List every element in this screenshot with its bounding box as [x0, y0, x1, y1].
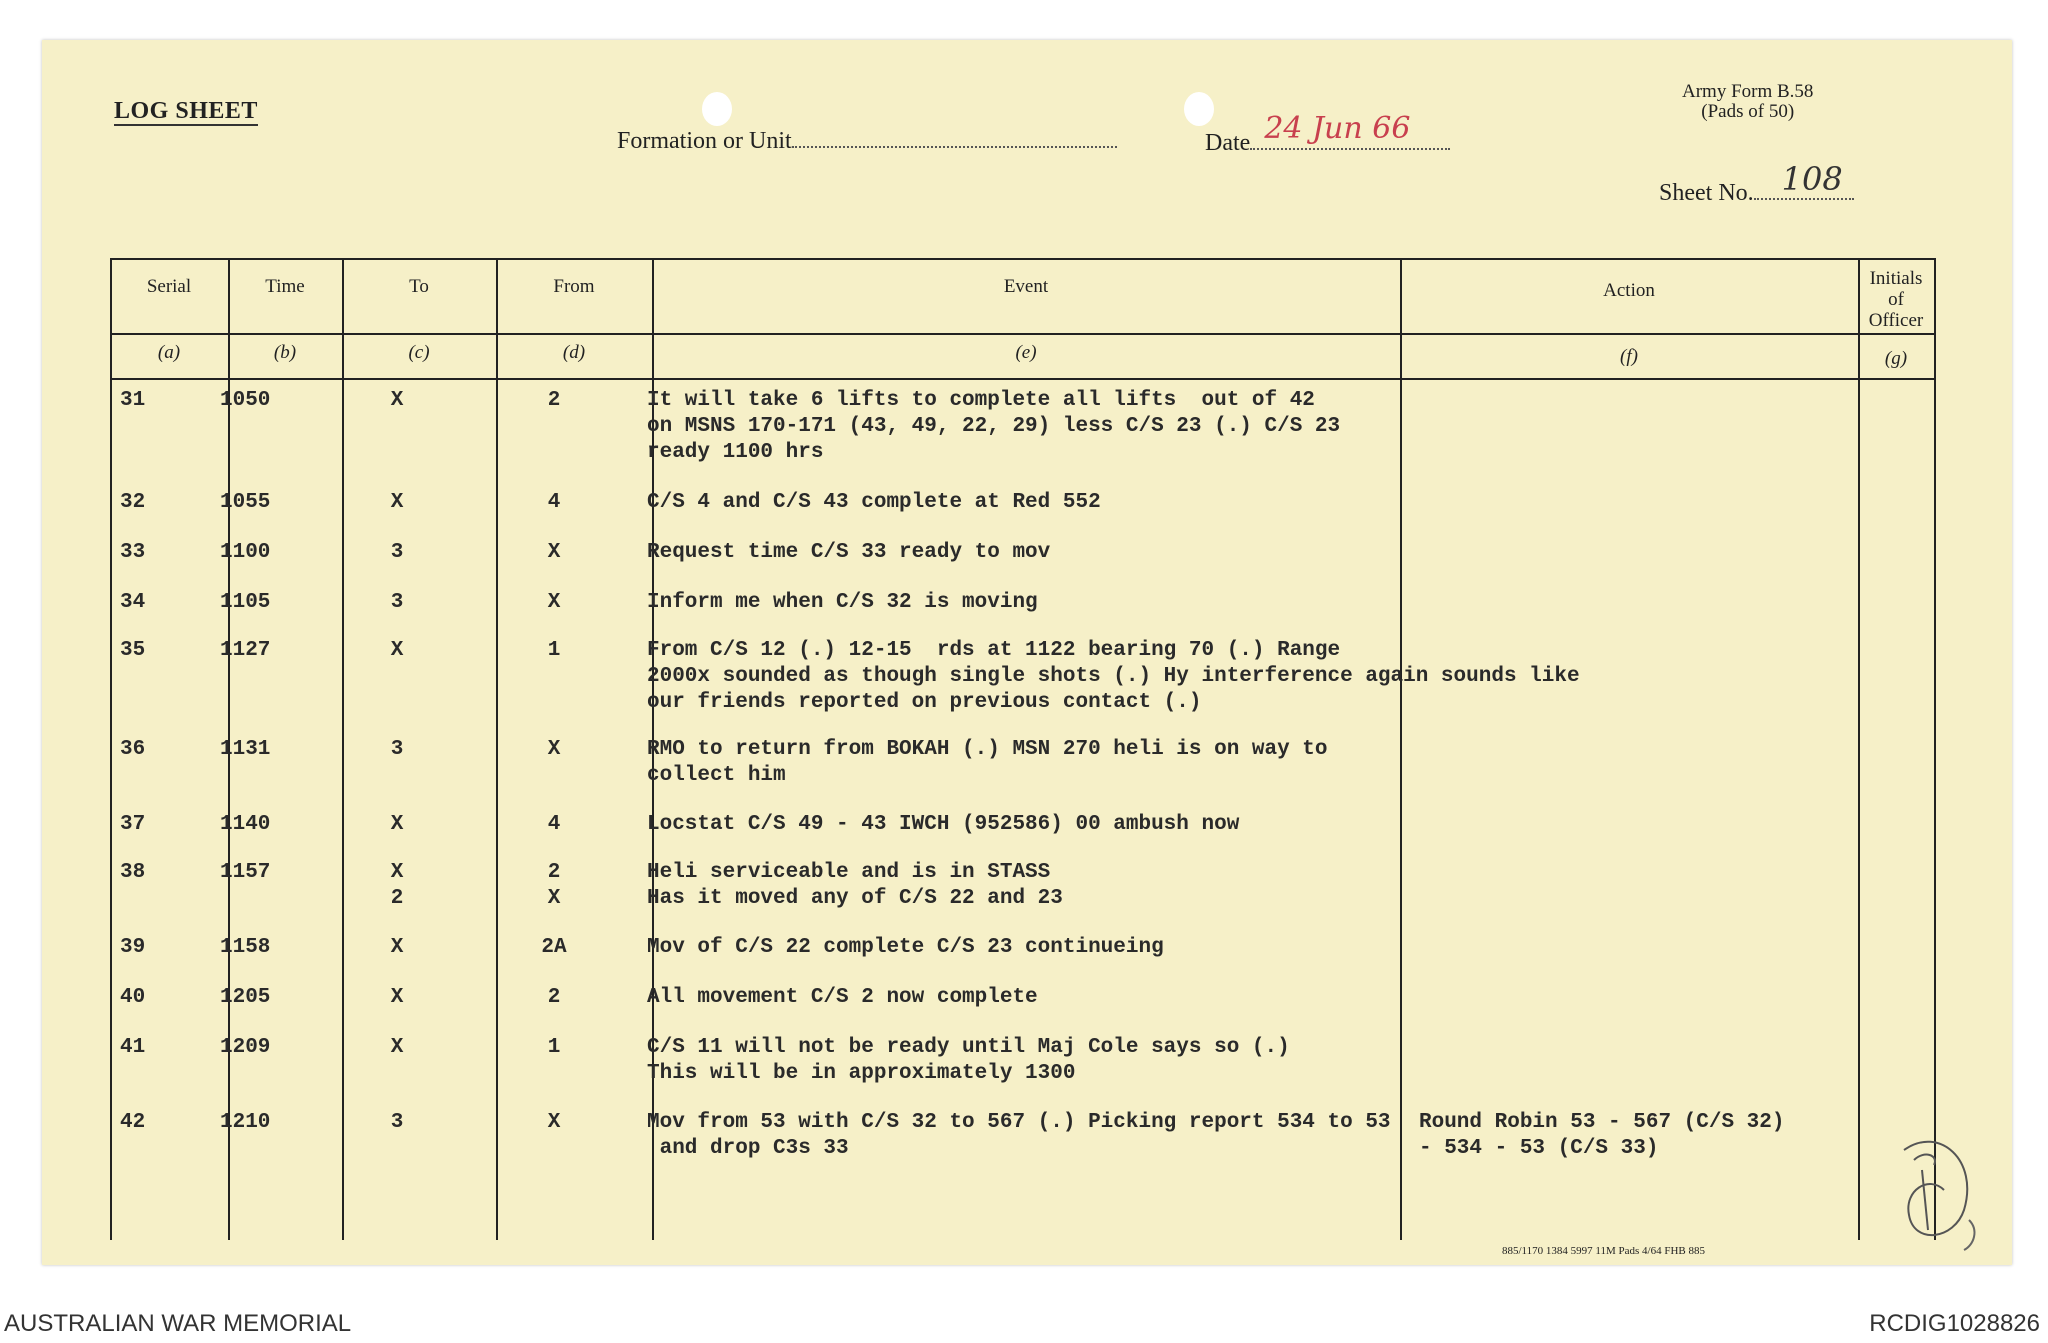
officer-initials-signature [1884, 1120, 1994, 1260]
subheader-b: (b) [273, 342, 297, 363]
footer-catalogue-id: RCDIG1028826 [1869, 1310, 2040, 1337]
cell-to: X [390, 639, 404, 662]
header-rule [110, 333, 1936, 335]
log-sheet-paper [42, 40, 2012, 1265]
cell-from: 2A [541, 936, 567, 959]
date-label: Date [1205, 130, 1251, 156]
cell-event: Mov from 53 with C/S 32 to 567 (.) Picking report 534 to 53 and drop C3s 33 [647, 1111, 1391, 1160]
form-reference-line2: (Pads of 50) [1701, 101, 1795, 122]
cell-to: X 2 [390, 861, 404, 910]
cell-event: C/S 11 will not be ready until Maj Cole says so (.) This will be in approximately 1300 [647, 1036, 1290, 1085]
cell-time: 1131 [220, 738, 271, 761]
cell-to: 3 [390, 1111, 404, 1134]
cell-serial: 40 [120, 986, 146, 1009]
cell-serial: 39 [120, 936, 146, 959]
column-rule [496, 258, 498, 1240]
cell-event: C/S 4 and C/S 43 complete at Red 552 [647, 491, 1101, 514]
punch-hole [702, 92, 732, 126]
cell-from: 2 X [547, 861, 561, 910]
cell-from: 4 [547, 491, 561, 514]
cell-time: 1157 [220, 861, 271, 884]
col-header-serial: Serial [146, 276, 192, 297]
column-rule [1934, 258, 1936, 1240]
cell-to: X [390, 491, 404, 514]
subheader-g: (g) [1884, 348, 1908, 369]
col-header-initials [1858, 268, 1934, 331]
formation-dotted-line [792, 128, 1117, 148]
cell-to: X [390, 936, 404, 959]
footer-source: AUSTRALIAN WAR MEMORIAL [4, 1310, 352, 1337]
cell-serial: 35 [120, 639, 146, 662]
col-header-event: Event [1003, 276, 1049, 297]
subheader-f: (f) [1620, 346, 1638, 367]
cell-to: X [390, 1036, 404, 1059]
col-header-to: To [409, 276, 429, 297]
date-field [1205, 111, 1450, 157]
cell-from: 1 [547, 1036, 561, 1059]
subheader-rule [110, 378, 1936, 380]
initials-line3: Officer [1868, 310, 1924, 331]
cell-time: 1105 [220, 591, 271, 614]
sheet-title: LOG SHEET [114, 98, 258, 124]
cell-from: X [547, 541, 561, 564]
col-header-from: From [553, 276, 595, 297]
cell-to: X [390, 986, 404, 1009]
cell-from: 2 [547, 986, 561, 1009]
cell-time: 1127 [220, 639, 271, 662]
cell-from: 4 [547, 813, 561, 836]
col-header-time: Time [265, 276, 305, 297]
cell-from: 1 [547, 639, 561, 662]
cell-serial: 36 [120, 738, 146, 761]
cell-time: 1055 [220, 491, 271, 514]
cell-to: 3 [390, 591, 404, 614]
cell-from: X [547, 591, 561, 614]
cell-event: All movement C/S 2 now complete [647, 986, 1038, 1009]
cell-time: 1140 [220, 813, 271, 836]
cell-event: RMO to return from BOKAH (.) MSN 270 heli is on way to collect him [647, 738, 1328, 787]
sheet-number-dotted-line [1754, 160, 1854, 200]
cell-to: 3 [390, 738, 404, 761]
cell-serial: 38 [120, 861, 146, 884]
cell-to: 3 [390, 541, 404, 564]
cell-from: X [547, 1111, 561, 1134]
date-value: 24 Jun 66 [1264, 111, 1411, 146]
subheader-e: (e) [1015, 342, 1037, 363]
date-dotted-line [1250, 111, 1450, 150]
table-top-rule [110, 258, 1936, 260]
cell-to: X [390, 389, 404, 412]
printer-code: 885/1170 1384 5997 11M Pads 4/64 FHB 885 [1502, 1245, 1706, 1257]
cell-event: Mov of C/S 22 complete C/S 23 continueing [647, 936, 1164, 959]
cell-time: 1158 [220, 936, 271, 959]
cell-serial: 42 [120, 1111, 146, 1134]
cell-serial: 37 [120, 813, 146, 836]
cell-event: Locstat C/S 49 - 43 IWCH (952586) 00 ambush now [647, 813, 1240, 836]
column-rule [342, 258, 344, 1240]
col-header-action: Action [1603, 280, 1655, 301]
column-rule [1858, 258, 1860, 1240]
sheet-number-label: Sheet No. [1659, 180, 1754, 206]
subheader-c: (c) [408, 342, 430, 363]
form-reference [1682, 82, 1813, 122]
cell-serial: 34 [120, 591, 146, 614]
cell-time: 1050 [220, 389, 271, 412]
initials-line2: of [1888, 289, 1904, 310]
cell-time: 1210 [220, 1111, 271, 1134]
sheet-number-value: 108 [1781, 160, 1843, 198]
cell-serial: 32 [120, 491, 146, 514]
cell-time: 1100 [220, 541, 271, 564]
cell-action: Round Robin 53 - 567 (C/S 32) - 534 - 53 (C/S 33) [1419, 1111, 1785, 1160]
punch-hole [1184, 92, 1214, 126]
cell-from: X [547, 738, 561, 761]
column-rule [110, 258, 112, 1240]
cell-from: 2 [547, 389, 561, 412]
subheader-a: (a) [157, 342, 181, 363]
cell-serial: 31 [120, 389, 146, 412]
cell-event: From C/S 12 (.) 12-15 rds at 1122 bearing 70 (.) Range 2000x sounded as though single shots (.) Hy interference again sounds like our friends reported on previous contact (.) [647, 639, 1580, 714]
formation-label: Formation or Unit [617, 128, 792, 154]
cell-event: Heli serviceable and is in STASS Has it moved any of C/S 22 and 23 [647, 861, 1063, 910]
cell-serial: 41 [120, 1036, 146, 1059]
sheet-number-field [1659, 160, 1854, 207]
cell-time: 1205 [220, 986, 271, 1009]
cell-event: It will take 6 lifts to complete all lifts out of 42 on MSNS 170-171 (43, 49, 22, 29) less C/S 23 (.) C/S 23 ready 1100 hrs [647, 389, 1341, 464]
cell-to: X [390, 813, 404, 836]
cell-event: Inform me when C/S 32 is moving [647, 591, 1038, 614]
cell-event: Request time C/S 33 ready to mov [647, 541, 1051, 564]
initials-line1: Initials [1869, 268, 1923, 289]
formation-field [617, 128, 1117, 155]
form-reference-line1: Army Form B.58 [1682, 81, 1814, 102]
cell-serial: 33 [120, 541, 146, 564]
cell-time: 1209 [220, 1036, 271, 1059]
subheader-d: (d) [562, 342, 586, 363]
